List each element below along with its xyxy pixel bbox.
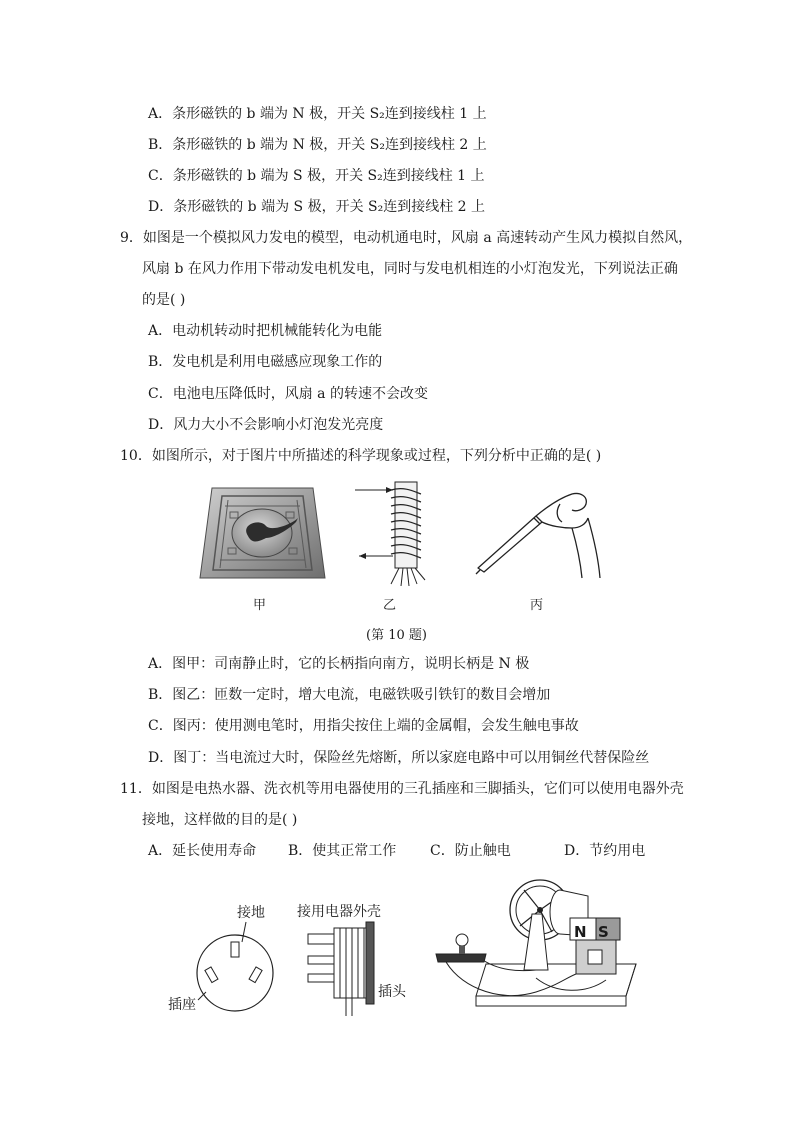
pointer-ground <box>236 920 256 944</box>
q11-option-a: A．延长使用寿命 <box>148 843 257 859</box>
q8-option-d: D．条形磁铁的 b 端为 S 极，开关 S₂连到接线柱 2 上 <box>148 199 486 215</box>
label-plug: 插头 <box>378 984 406 1000</box>
q10-option-b: B．图乙：匝数一定时，增大电流，电磁铁吸引铁钉的数目会增加 <box>148 687 551 703</box>
label-ground: 接地 <box>237 905 265 921</box>
q9-stem-line1: 9．如图是一个模拟风力发电的模型，电动机通电时，风扇 a 高速转动产生风力模拟自然风， <box>120 230 693 246</box>
q10-option-a: A．图甲：司南静止时，它的长柄指向南方，说明长柄是 N 极 <box>148 656 530 672</box>
q11-option-c: C．防止触电 <box>430 843 511 859</box>
magnet-n-label: N <box>574 923 587 941</box>
figure-caption-q10: (第 10 题) <box>366 628 427 643</box>
magnet-s-label: S <box>598 923 609 941</box>
figure-plug <box>306 918 386 1018</box>
q9-option-c: C．电池电压降低时，风扇 a 的转速不会改变 <box>148 386 428 402</box>
figure-yi-electromagnet <box>355 480 435 588</box>
q10-option-d: D．图丁：当电流过大时，保险丝先熔断，所以家庭电路中可以用铜丝代替保险丝 <box>148 750 650 766</box>
q9-option-b: B．发电机是利用电磁感应现象工作的 <box>148 354 383 370</box>
label-casing: 接用电器外壳 <box>297 904 381 920</box>
q8-option-c: C．条形磁铁的 b 端为 S 极，开关 S₂连到接线柱 1 上 <box>148 168 485 184</box>
fig-label-yi: 乙 <box>383 598 397 613</box>
q11-stem-line2: 接地，这样做的目的是( ) <box>142 812 298 828</box>
figure-jia-compass <box>200 488 325 578</box>
figure-socket <box>190 928 280 1018</box>
q10-option-c: C．图丙：使用测电笔时，用指尖按住上端的金属帽，会发生触电事故 <box>148 718 579 734</box>
q8-option-a: A．条形磁铁的 b 端为 N 极，开关 S₂连到接线柱 1 上 <box>148 106 487 122</box>
q11-option-b: B．使其正常工作 <box>288 843 397 859</box>
q10-stem: 10．如图所示，对于图片中所描述的科学现象或过程，下列分析中正确的是( ) <box>120 448 602 464</box>
q11-option-d: D．节约用电 <box>564 843 646 859</box>
q9-option-d: D．风力大小不会影响小灯泡发光亮度 <box>148 417 384 433</box>
figure-bing-test-pen <box>476 488 601 580</box>
q11-stem-line1: 11．如图是电热水器、洗衣机等用电器使用的三孔插座和三脚插头，它们可以使用电器外壳 <box>120 781 684 797</box>
q9-stem-line2: 风扇 b 在风力作用下带动发电机发电，同时与发电机相连的小灯泡发光，下列说法正确 <box>142 261 678 277</box>
label-socket: 插座 <box>168 997 196 1013</box>
q9-stem-line3: 的是( ) <box>142 292 186 308</box>
fig-label-jia: 甲 <box>253 598 267 613</box>
q9-option-a: A．电动机转动时把机械能转化为电能 <box>148 323 383 339</box>
figure-wind-generator <box>436 874 642 1020</box>
q8-option-b: B．条形磁铁的 b 端为 N 极，开关 S₂连到接线柱 2 上 <box>148 137 487 153</box>
fig-label-bing: 丙 <box>530 598 544 613</box>
